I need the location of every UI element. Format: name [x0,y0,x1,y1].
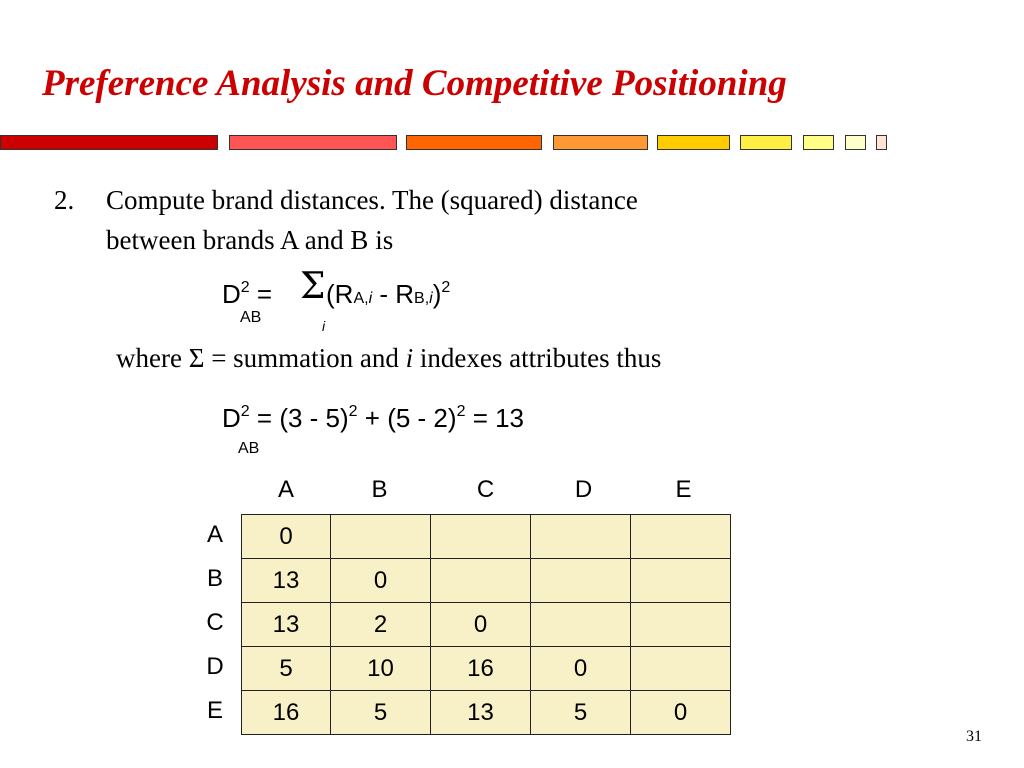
matrix-cell [631,515,731,559]
color-bar [553,135,648,150]
formula-exponent: 2 [240,403,250,420]
point-text-line: Compute brand distances. The (squared) distance [106,185,638,215]
column-header: E [675,476,692,503]
row-header: A [206,521,223,548]
matrix-cell: 13 [431,691,531,735]
sigma-icon: Σ [300,266,326,307]
matrix-cell: 5 [242,647,331,691]
formula-operator: = [249,279,273,309]
column-header: A [277,476,294,503]
table-row [242,603,731,647]
color-bar [229,135,397,150]
formula-term: (R [326,279,354,309]
table-row [242,559,731,603]
matrix-cell [531,515,631,559]
matrix-cell: 5 [331,691,431,735]
matrix-cell: 16 [242,691,331,735]
column-header: B [371,476,388,503]
formula-exponent: 2 [240,279,250,296]
matrix-cell: 0 [631,691,731,735]
column-header: D [574,476,593,503]
color-bar [876,135,887,150]
slide-title: Preference Analysis and Competitive Positioning [42,63,787,104]
formula-term: - R [372,279,415,309]
matrix-cell: 0 [431,603,531,647]
row-header: E [206,697,223,724]
color-bar [406,135,542,150]
matrix-cell [631,603,731,647]
formula-symbol: D [222,403,241,433]
matrix-cell: 5 [531,691,631,735]
point-text [106,180,826,260]
matrix-cell [331,515,431,559]
matrix-cell [431,559,531,603]
matrix-cell [631,647,731,691]
column-header: C [476,476,495,503]
distance-matrix [241,514,731,735]
matrix-cell [531,603,631,647]
matrix-cell [531,559,631,603]
where-explanation: where Σ = summation and i indexes attributes thus [116,343,662,373]
table-row [242,515,731,559]
row-header: C [206,609,224,636]
formula-exponent: 2 [456,403,466,420]
sigma-index: i [322,318,326,334]
formula-term: = (3 - 5) [249,403,349,433]
color-bar [803,135,834,150]
row-header: D [206,653,224,680]
sigma-icon: Σ [188,343,205,373]
formula-subscript-ab: AB [238,440,260,457]
color-bar [845,135,866,150]
color-bar [657,135,730,150]
page-number: 31 [966,728,982,745]
formula-subscript: A, [353,290,369,307]
formula-term: = 13 [465,403,525,433]
matrix-cell: 2 [331,603,431,647]
point-number: 2. [54,185,75,215]
matrix-cell: 10 [331,647,431,691]
matrix-cell: 0 [531,647,631,691]
point-text-line: between brands A and B is [106,225,394,255]
color-bar [740,135,792,150]
table-row [242,691,731,735]
matrix-cell: 0 [331,559,431,603]
formula-symbol: D [222,279,241,309]
formula-term: ) [432,279,442,309]
formula-subscript: B, [414,290,430,307]
matrix-cell [431,515,531,559]
formula-subscript-ab: AB [240,309,262,326]
color-bar [0,135,218,150]
row-header: B [206,565,223,592]
matrix-cell: 13 [242,603,331,647]
table-row [242,647,731,691]
formula-subscript-i: i [429,290,433,307]
matrix-cell: 0 [242,515,331,559]
formula-subscript-i: i [368,290,373,307]
formula-exponent: 2 [348,403,358,420]
formula-term: + (5 - 2) [357,403,457,433]
matrix-cell [631,559,731,603]
matrix-cell: 13 [242,559,331,603]
formula-exponent: 2 [441,279,451,296]
matrix-cell: 16 [431,647,531,691]
